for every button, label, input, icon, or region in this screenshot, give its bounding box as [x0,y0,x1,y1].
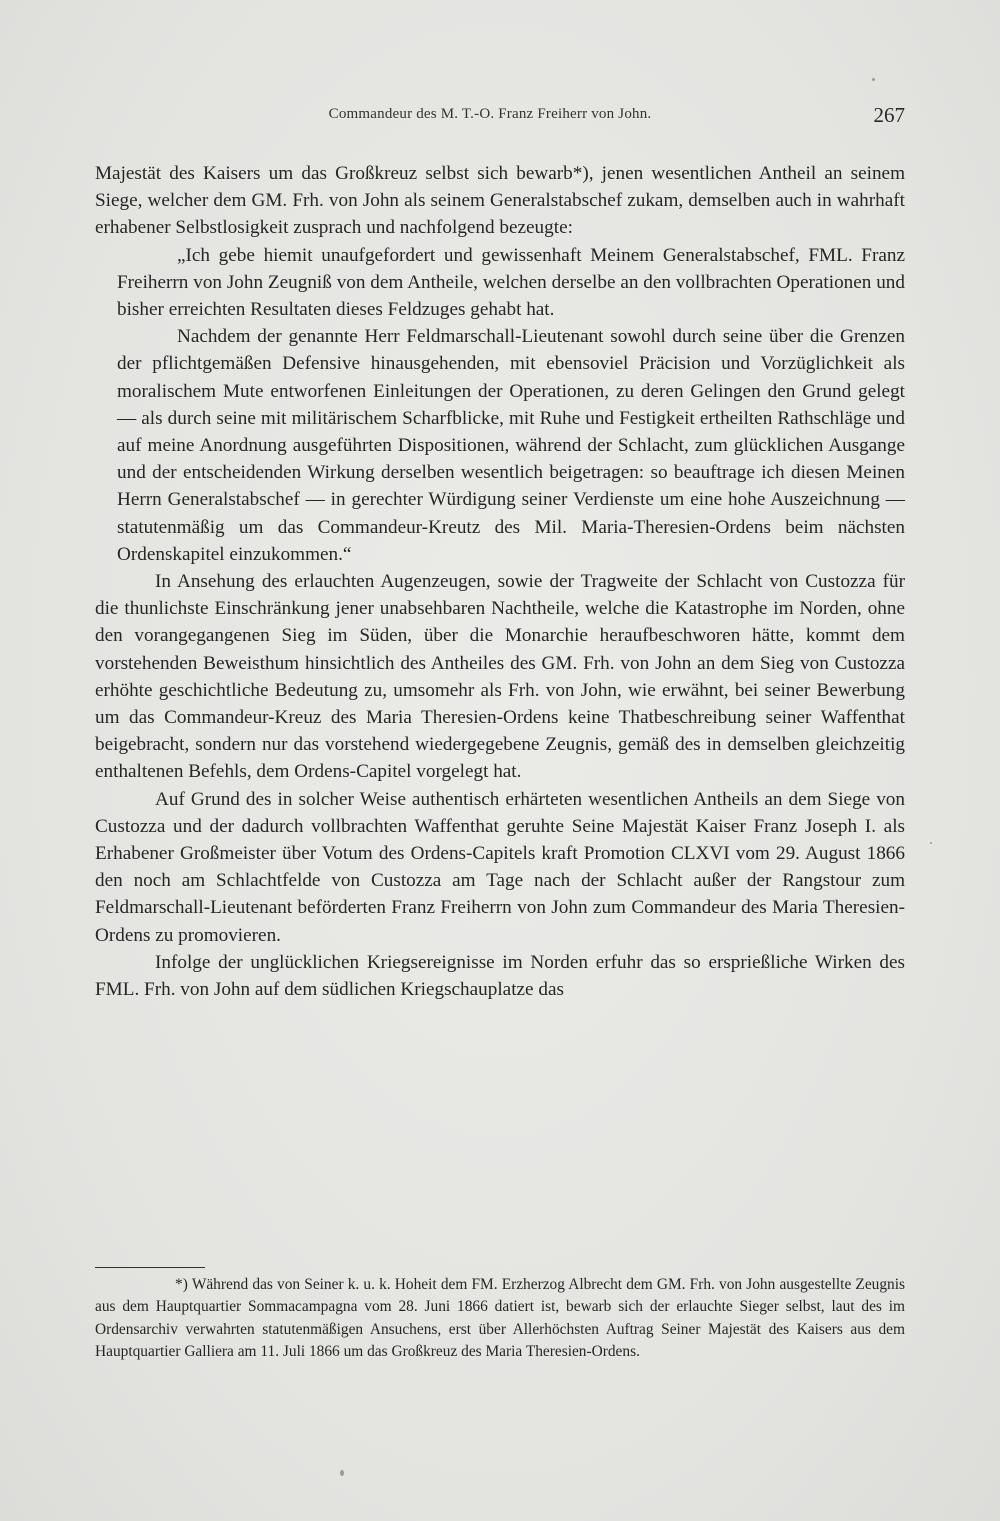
footnotes [95,1274,905,1364]
footnote-rule [95,1267,205,1268]
paragraph-continuation: Majestät des Kaisers um das Großkreuz selbst sich bewarb*), jenen wesentlichen Antheil an seinem Siege, welcher dem GM. Frh. von John als seinem Generalstabschef zukam, demselben auch in wahrhaft erhabener Selbstlosigkeit zusprach und nachfolgend bezeugte: [95,163,905,239]
paragraph-significance: In Ansehung des erlauchten Augenzeugen, sowie der Tragweite der Schlacht von Custozza für die thunlichste Einschränkung jener unabsehbaren Nachtheile, welche die Katastrophe im Norden, ohne den vorangegangenen Sieg im Süden, über die Monarchie heraufbeschworen hätte, kommt dem vorstehenden Beweisthum hinsichtlich des Antheiles des GM. Frh. von John an dem Sieg von Custozza erhöhte geschichtliche Bedeutung zu, umsomehr als Frh. von John, wie erwähnt, bei seiner Bewerbung um das Commandeur-Kreuz des Maria Theresien-Ordens keine Thatbeschreibung seiner Waffenthat beigebracht, sondern nur das vorstehend wiedergegebene Zeugnis, gemäß des in demselben gleichzeitig enthaltenen Befehls, dem Ordens-Capitel vorgelegt hat. [95,571,905,783]
page-number: 267 [873,103,905,127]
paper-speck [340,1470,344,1476]
paragraph-aftermath: Infolge der unglücklichen Kriegsereignisse im Norden erfuhr das so ersprießliche Wirken des FML. Frh. von John auf dem südlichen Kriegschauplatze das [95,951,905,1001]
quoted-testimonial-opening: „Ich gebe hiemit unaufgefordert und gewissenhaft Meinem Generalstabschef, FML. Franz Freiherrn von John Zeugniß von dem Antheile, welchen derselbe an den vollbrachten Operationen und bisher erreichten Resultaten dieses Feldzuges gehabt hat. [117,244,905,321]
running-title: Commandeur des M. T.-O. Franz Freiherr von John. [328,106,652,122]
paragraph-promotion: Auf Grund des in solcher Weise authentisch erhärteten wesentlichen Antheils an dem Siege von Custozza und der dadurch vollbrachten Waffenthat geruhte Seine Majestät Kaiser Franz Joseph I. als Erhabener Großmeister über Votum des Ordens-Capitels kraft Promotion CLXVI vom 29. August 1866 den noch am Schlachtfelde von Custozza am Tage nach der Schlacht außer der Rangstour zum Feldmarschall-Lieutenant beförderten Franz Freiherrn von John zum Commandeur des Maria Theresien-Ordens zu promovieren. [95,788,905,946]
footnote [95,1274,905,1364]
quoted-testimonial-body: Nachdem der genannte Herr Feldmarschall-Lieutenant sowohl durch seine über die Grenzen der pflichtgemäßen Defensive hinausgehenden, mit ebensoviel Präcision und Vorzüglichkeit als moralischem Mute entworfenen Einleitungen der Operationen, zu deren Gelingen den Grund gelegt — als durch seine mit militärischem Scharfblicke, mit Ruhe und Festigkeit ertheilten Rathschläge und auf meine Anordnung ausgeführten Dispositionen, während der Schlacht, zum glücklichen Ausgange und der entscheidenden Wirkung derselben wesentlich beigetragen: so beauftrage ich diesen Meinen Herrn Generalstabschef — in gerechter Würdigung seiner Verdienste um eine hohe Auszeichnung — statutenmäßig um das Commandeur-Kreutz des Mil. Maria-Theresien-Ordens beim nächsten Ordenskapitel einzukommen.“ [117,326,905,565]
footnote-marker: *) [175,1276,188,1293]
body-text [95,160,905,1003]
paper-speck [872,78,875,81]
running-head [95,103,905,129]
paper-speck [930,842,932,844]
footnote-text: Während das von Seiner k. u. k. Hoheit dem FM. Erzherzog Albrecht dem GM. Frh. von John ausgestellte Zeugnis aus dem Hauptquartier Sommacampagna vom 28. Juni 1866 datiert ist, bewarb sich der erlauchte Sieger selbst, laut des im Ordensarchiv verwahrten statutenmäßigen Ansuchens, erst über Allerhöchsten Auftrag Seiner Majestät des Kaisers aus dem Hauptquartier Galliera am 11. Juli 1866 um das Großkreuz des Maria Theresien-Ordens. [95,1276,905,1361]
